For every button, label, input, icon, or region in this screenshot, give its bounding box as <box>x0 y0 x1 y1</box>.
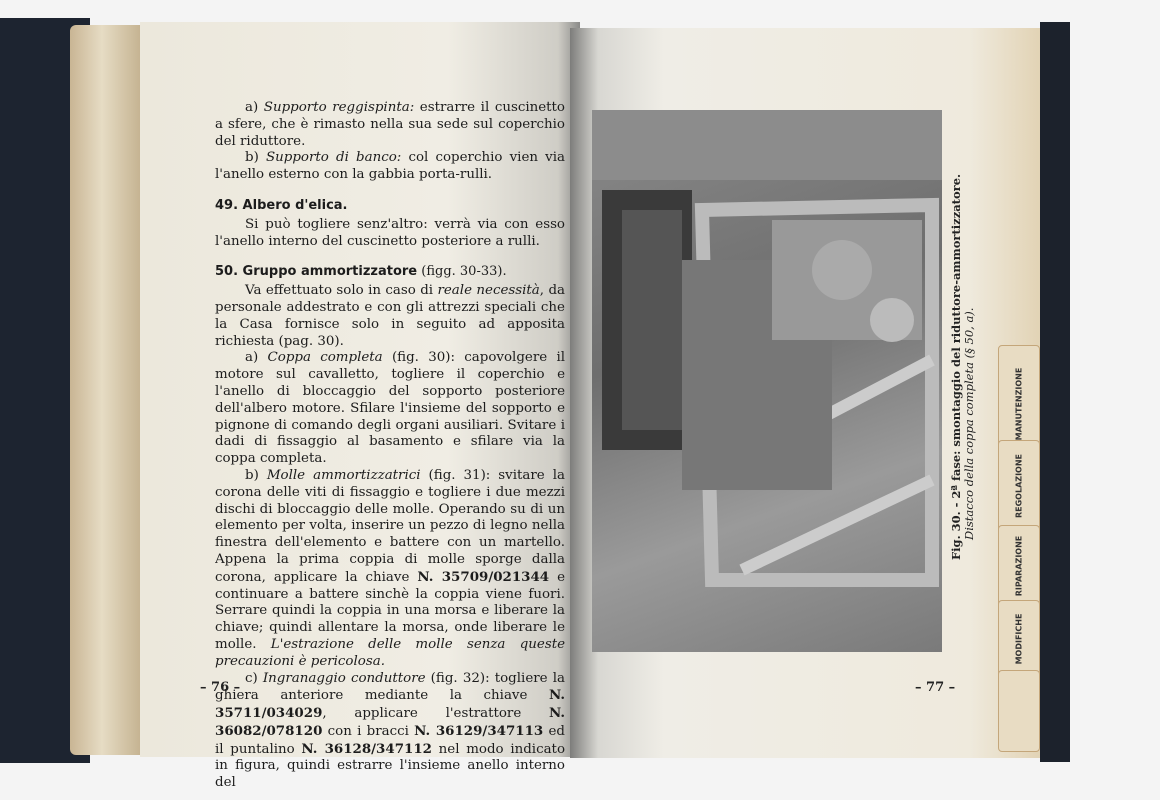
section-49-text: Si può togliere senz'altro: verrà via con esso l'anello interno del cuscinetto posteriore a rulli. <box>215 216 565 249</box>
section-50-c: c) Ingranaggio conduttore (fig. 32): togliere la ghiera anteriore mediante la chiave N. 35711/034029, applicare l'estrattore N. 36082/078120 con i bracci N. 36129/347113 ed il puntalino N. 36128/347112 nel modo indicato in figura, quindi estrarre l'insieme anello interno del <box>215 670 565 791</box>
section-50-heading: 50. Gruppo ammortizzatore (figg. 30-33). <box>215 264 507 280</box>
page-number-right: – 77 – <box>915 680 956 695</box>
tab-unlabeled[interactable] <box>998 670 1040 752</box>
page-edges <box>70 25 150 755</box>
tab-regolazione[interactable]: REGOLAZIONE <box>998 440 1040 532</box>
engine-photo <box>592 110 942 652</box>
paragraph-a: a) Supporto reggispinta: estrarre il cuscinetto a sfere, che è rimasto nella sua sede sul coperchio del riduttore. <box>215 100 565 149</box>
paragraph-b: b) Supporto di banco: col coperchio vien via l'anello esterno con la gabbia porta-rulli. <box>215 150 565 183</box>
caption-subtitle: Distacco della coppa completa (§ 50, a). <box>962 307 976 540</box>
section-50-a: a) Coppa completa (fig. 30): capovolgere il motore sul cavalletto, togliere il coperchio e l'anello di bloccaggio del sopporto posteriore dell'albero motore. Sfilare l'insieme del sopporto e pignone di comando degli organi ausiliari. Svitare i dadi di fissaggio al basamento e sfilare via la coppa completa. <box>215 350 565 467</box>
caption-title: Fig. 30. - 2ª fase: smontaggio del riduttore-ammortizzatore. <box>949 173 963 560</box>
figure-caption <box>950 174 976 560</box>
book-cover-right <box>1040 22 1070 762</box>
section-50-intro: Va effettuato solo in caso di reale necessità, da personale addestrato e con gli attrezzi speciali che la Casa fornisce solo in seguito ad apposita richiesta (pag. 30). <box>215 283 565 349</box>
section-49-heading: 49. Albero d'elica. <box>215 197 348 213</box>
page-number-left: – 76 – <box>200 680 241 695</box>
section-50-b: b) Molle ammortizzatrici (fig. 31): svitare la corona delle viti di fissaggio e togliere i due mezzi dischi di bloccaggio delle molle. Operando su di un elemento per volta, inserire un pezzo di legno nella finestra dell'elemento e battere con un martello. Appena la prima coppia di molle sporge dalla corona, applicare la chiave N. 35709/021344 e continuare a battere sinchè la coppia viene fuori. Serrare quindi la coppia in una morsa e liberare la chiave; quindi allentare la morsa, onde liberare le molle. L'estrazione delle molle senza queste precauzioni è pericolosa. <box>215 467 565 669</box>
left-page-text <box>215 100 565 792</box>
tab-manutenzione[interactable]: MANUTENZIONE <box>998 345 1040 462</box>
tab-riparazione[interactable]: RIPARAZIONE <box>998 525 1040 607</box>
tab-modifiche[interactable]: MODIFICHE <box>998 600 1040 677</box>
engine-illustration <box>592 110 942 652</box>
